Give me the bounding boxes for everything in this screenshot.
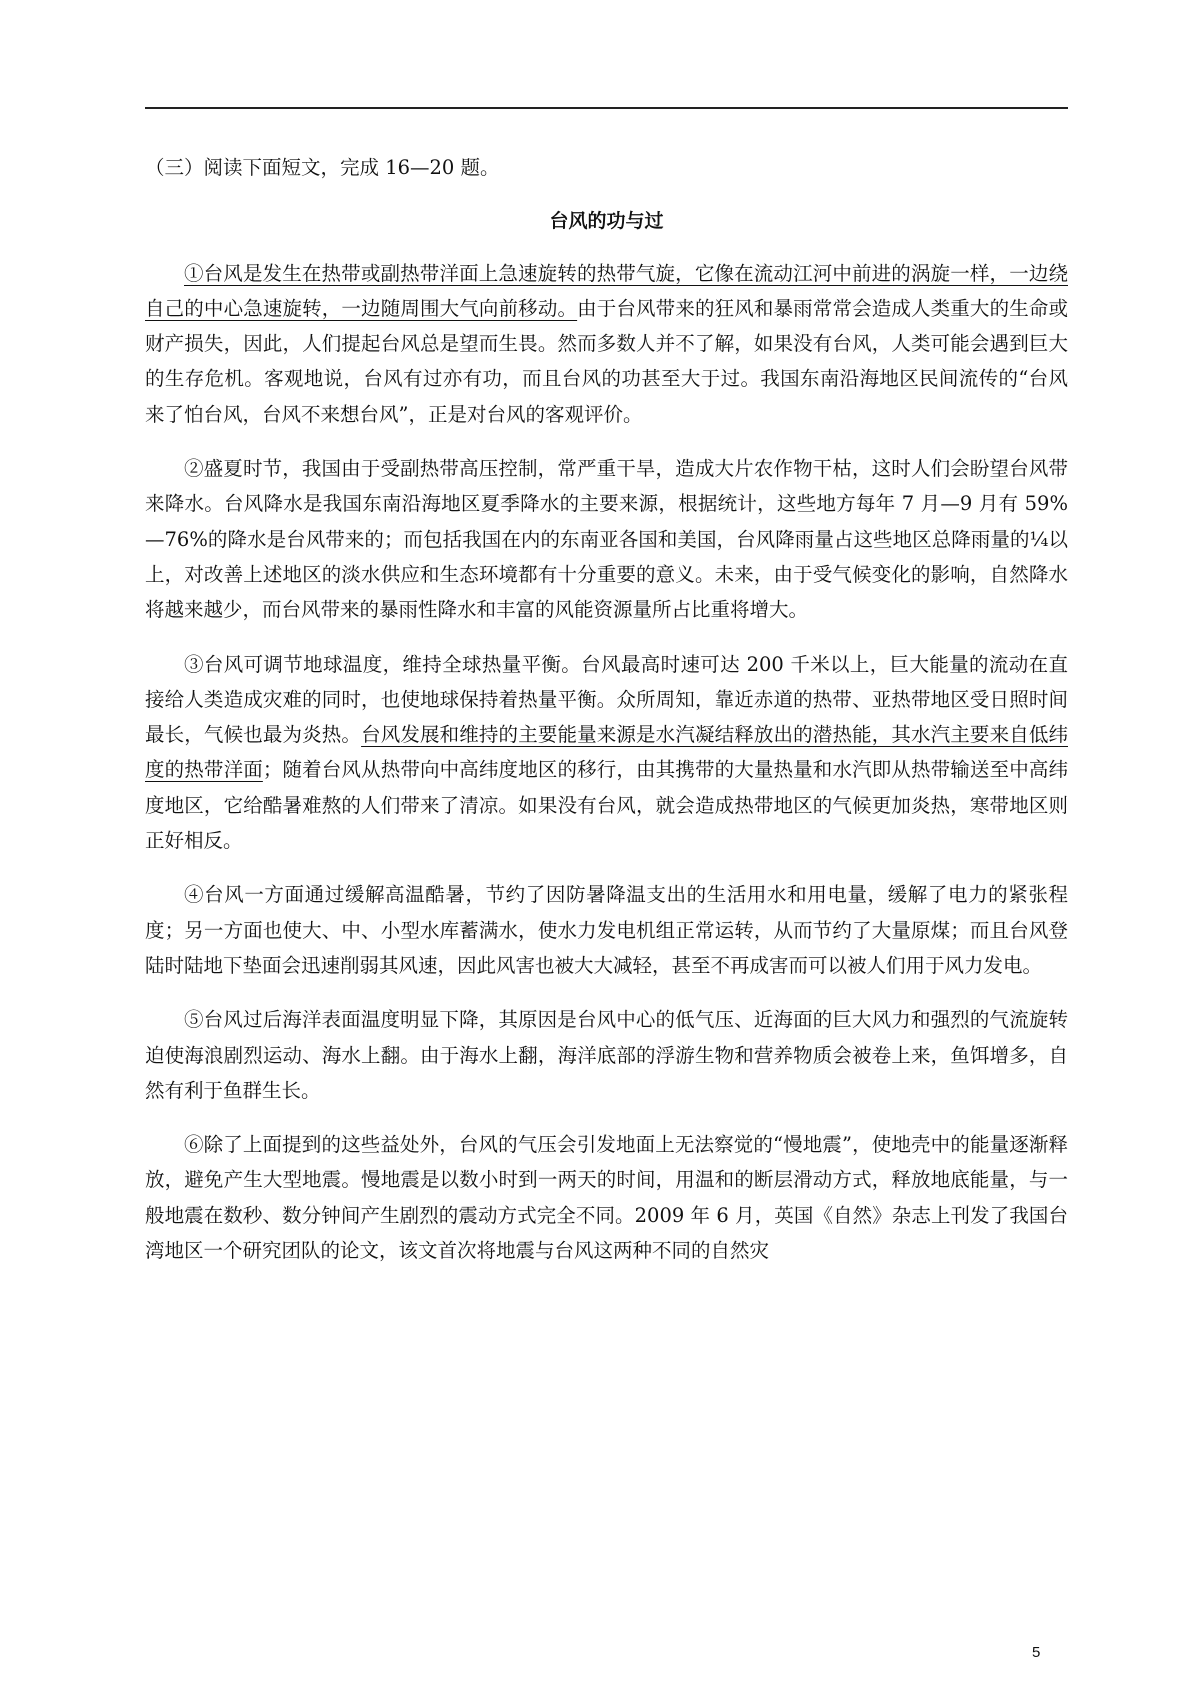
paragraph-text: 由于台风带来的狂风和暴雨常常会造成人类重大的生命或财产损失，因此，人们提起台风总是望而生畏。然而多数人并不了解，如果没有台风，人类可能会遇到巨大的生存危机。客观地说，台风有过亦有功，而且台风的功甚至大于过。我国东南沿海地区民间流传的“台风来了怕台风，台风不来想台风”，正是对台风的客观评价。 bbox=[145, 296, 1068, 426]
paragraph-3 bbox=[145, 647, 1068, 859]
underlined-sentence: ①台风是发生在热带或副热带洋面上急速旋转的热带气旋，它像在流动江河中前进的涡旋一样，一边绕自己的中心急速旋转，一边随周围大气向前移动。 bbox=[145, 261, 1068, 320]
underlined-sentence: 台风发展和维持的主要能量来源是水汽凝结释放出的潜热能，其水汽主要来自低纬度的热带洋面 bbox=[145, 723, 1068, 782]
paragraph-4: ④台风一方面通过缓解高温酷暑，节约了因防暑降温支出的生活用水和用电量，缓解了电力的紧张程度；另一方面也使大、中、小型水库蓄满水，使水力发电机组正常运转，从而节约了大量原煤；而且台风登陆时陆地下垫面会迅速削弱其风速，因此风害也被大大减轻，甚至不再成害而可以被人们用于风力发电。 bbox=[145, 883, 1068, 977]
paragraph-2: ②盛夏时节，我国由于受副热带高压控制，常严重干旱，造成大片农作物干枯，这时人们会盼望台风带来降水。台风降水是我国东南沿海地区夏季降水的主要来源，根据统计，这些地方每年 7 月—9 月有 59%—76%的降水是台风带来的；而包括我国在内的东南亚各国和美国，台风降雨量占这些地区总降雨量的¼以上，对改善上述地区的淡水供应和生态环境都有十分重要的意义。未来，由于受气候变化的影响，自然降水将越来越少，而台风带来的暴雨性降水和丰富的风能资源量所占比重将增大。 bbox=[145, 457, 1068, 622]
paragraph-6: ⑥除了上面提到的这些益处外，台风的气压会引发地面上无法察觉的“慢地震”，使地壳中的能量逐渐释放，避免产生大型地震。慢地震是以数小时到一两天的时间，用温和的断层滑动方式，释放地底能量，与一般地震在数秒、数分钟间产生剧烈的震动方式完全不同。2009 年 6 月，英国《自然》杂志上刊发了我国台湾地区一个研究团队的论文，该文首次将地震与台风这两种不同的自然灾 bbox=[145, 1133, 1068, 1263]
article-title: 台风的功与过 bbox=[549, 210, 664, 233]
document-body bbox=[145, 150, 1068, 1287]
paragraph-5: ⑤台风过后海洋表面温度明显下降，其原因是台风中心的低气压、近海面的巨大风力和强烈的气流旋转迫使海浪剧烈运动、海水上翻。由于海水上翻，海洋底部的浮游生物和营养物质会被卷上来，鱼饵增多，自然有利于鱼群生长。 bbox=[145, 1008, 1068, 1102]
paragraph-text: ③台风可调节地球温度，维持全球热量平衡。台风最高时速可达 200 千米以上，巨大能量的流动在直接给人类造成灾难的同时，也使地球保持着热量平衡。众所周知，靠近赤道的热带、亚热带地区受日照时间最长，气候也最为炎热。 bbox=[145, 652, 1068, 747]
paragraph-1 bbox=[145, 256, 1068, 432]
question-instruction: （三）阅读下面短文，完成 16—20 题。 bbox=[145, 156, 500, 179]
paragraph-text: ；随着台风从热带向中高纬度地区的移行，由其携带的大量热量和水汽即从热带输送至中高纬度地区，它给酷暑难熬的人们带来了清凉。如果没有台风，就会造成热带地区的气候更加炎热，寒带地区则正好相反。 bbox=[145, 758, 1068, 853]
page-number: 5 bbox=[1032, 1644, 1041, 1661]
header-rule bbox=[145, 107, 1068, 109]
